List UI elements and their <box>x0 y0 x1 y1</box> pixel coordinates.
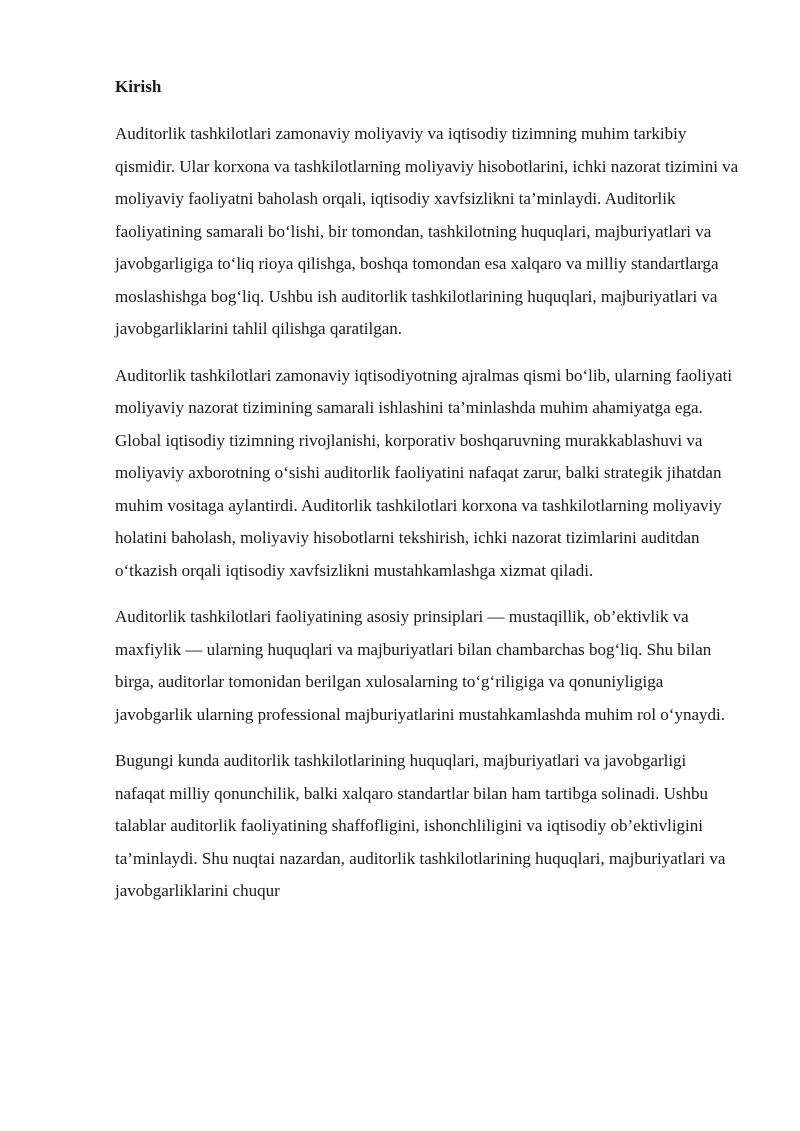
paragraph-3: Auditorlik tashkilotlari faoliyatining asosiy prinsiplari — mustaqillik, ob’ektivlik va maxfiylik — ularning huquqlari va majburiyatlari bilan chambarchas bog‘liq. Shu bilan birga, auditorlar tomonidan berilgan xulosalarning to‘g‘riligiga va qonuniyligiga javobgarlik ularning professional majburiyatlarini mustahkamlashda muhim rol o‘ynaydi. <box>115 607 725 724</box>
section-heading: Kirish <box>115 77 162 96</box>
paragraph-4: Bugungi kunda auditorlik tashkilotlarining huquqlari, majburiyatlari va javobgarligi nafaqat milliy qonunchilik, balki xalqaro standartlar bilan ham tartibga solinadi. Ushbu talablar auditorlik faoliyatining shaffofligini, ishonchliligini va iqtisodiy ob’ektivligini ta’minlaydi. Shu nuqtai nazardan, auditorlik tashkilotlarining huquqlari, majburiyatlari va javobgarliklarini chuqur <box>115 751 726 900</box>
paragraph-2: Auditorlik tashkilotlari zamonaviy iqtisodiyotning ajralmas qismi bo‘lib, ularning faoliyati moliyaviy nazorat tizimining samarali ishlashini ta’minlashda muhim ahamiyatga ega. Global iqtisodiy tizimning rivojlanishi, korporativ boshqaruvning murakkablashuvi va moliyaviy axborotning o‘sishi auditorlik faoliyatini nafaqat zarur, balki strategik jihatdan muhim vositaga aylantirdi. Auditorlik tashkilotlari korxona va tashkilotlarning moliyaviy holatini baholash, moliyaviy hisobotlarni tekshirish, ichki nazorat tizimlarini auditdan o‘tkazish orqali iqtisodiy xavfsizlikni mustahkamlashga xizmat qiladi. <box>115 365 733 580</box>
paragraph-1: Auditorlik tashkilotlari zamonaviy moliyaviy va iqtisodiy tizimning muhim tarkibiy qismidir. Ular korxona va tashkilotlarning moliyaviy hisobotlarini, ichki nazorat tizimini va moliyaviy faoliyatni baholash orqali, iqtisodiy xavfsizlikni ta’minlaydi. Auditorlik faoliyatining samarali bo‘lishi, bir tomondan, tashkilotning huquqlari, majburiyatlari va javobgarligiga to‘liq rioya qilishga, boshqa tomondan esa xalqaro va milliy standartlarga moslashishga bog‘liq. Ushbu ish auditorlik tashkilotlarining huquqlari, majburiyatlari va javobgarliklarini tahlil qilishga qaratilgan. <box>115 124 739 338</box>
